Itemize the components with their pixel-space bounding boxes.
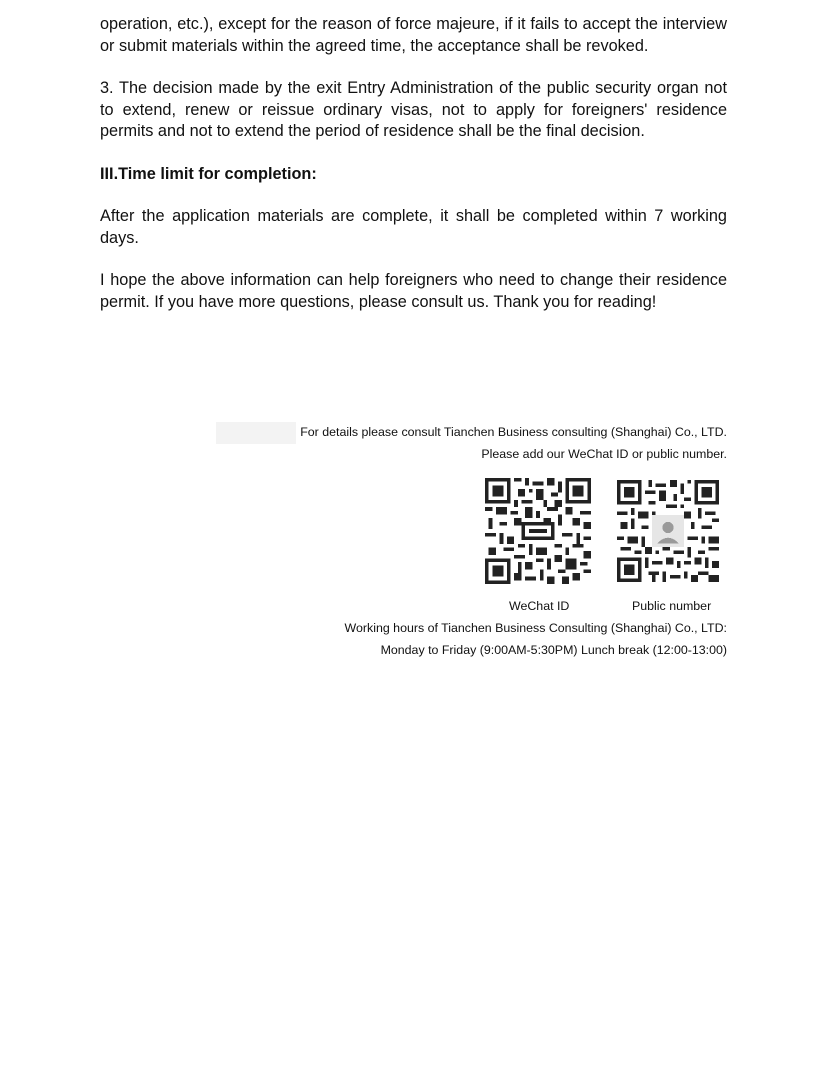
working-hours-block: [216, 618, 727, 661]
working-hours-schedule: Monday to Friday (9:00AM-5:30PM) Lunch break (12:00-13:00): [380, 642, 727, 657]
qr-code-row: [485, 478, 725, 586]
contact-consult-line: For details please consult Tianchen Business consulting (Shanghai) Co., LTD.: [216, 422, 727, 444]
document-body: [100, 14, 727, 313]
paragraph-completion-time: After the application materials are complete, it shall be completed within 7 working days.: [100, 207, 727, 247]
section-heading-time-limit: III.Time limit for completion:: [100, 164, 317, 183]
public-number-caption: Public number: [632, 599, 712, 613]
paragraph-closing: I hope the above information can help foreigners who need to change their residence permit. If you have more questions, please consult us. Thank you for reading!: [100, 271, 727, 311]
wechat-id-caption: WeChat ID: [509, 599, 570, 613]
paragraph-final-decision: 3. The decision made by the exit Entry Administration of the public security organ not to extend, renew or reissue ordinary visas, not to apply for foreigners' residence permits and not to extend the period of residence shall be the final decision.: [100, 79, 727, 140]
paragraph-revocation: operation, etc.), except for the reason of force majeure, if it fails to accept the interview or submit materials within the agreed time, the acceptance shall be revoked.: [100, 15, 727, 55]
working-hours-title: Working hours of Tianchen Business Consulting (Shanghai) Co., LTD:: [344, 621, 727, 635]
public-number-qr-code: [617, 478, 719, 584]
wechat-id-qr-code: [485, 478, 591, 584]
contact-add-wechat-line: Please add our WeChat ID or public number.: [481, 446, 727, 461]
contact-block: [216, 422, 727, 465]
